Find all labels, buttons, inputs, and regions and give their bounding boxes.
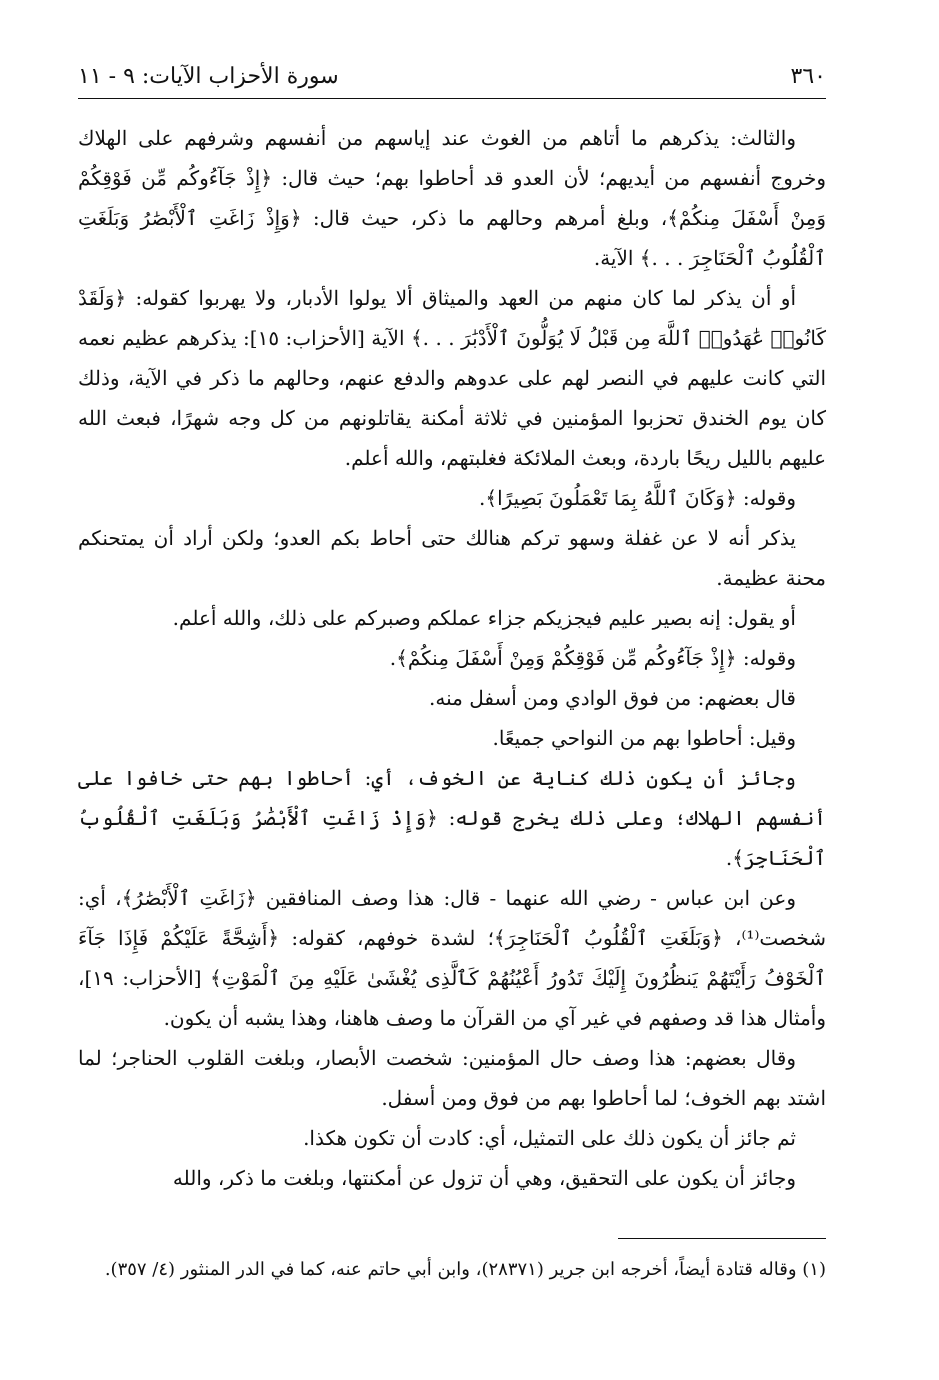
header-rule bbox=[78, 98, 826, 99]
paragraph: أو يقول: إنه بصير عليم فيجزيكم جزاء عملكم وصبركم على ذلك، والله أعلم. bbox=[172, 606, 796, 630]
page-header bbox=[78, 58, 826, 98]
paragraph: وجائز أن يكون على التحقيق، وهي أن تزول عن أمكنتها، وبلغت ما ذكر، والله bbox=[172, 1166, 796, 1190]
paragraph: وعن ابن عباس - رضي الله عنهما - قال: هذا وصف المنافقين ﴿زَاغَتِ ٱلْأَبْصَٰرُ﴾، أي: شخصت⁽¹⁾، ﴿وَبَلَغَتِ ٱلْقُلُوبُ ٱلْحَنَاجِرَ﴾؛ لشدة خوفهم، كقوله: ﴿أَشِحَّةً عَلَيْكُمْ فَإِذَا جَآءَ ٱلْخَوْفُ رَأَيْتَهُمْ يَنظُرُونَ إِلَيْكَ تَدُورُ أَعْيُنُهُمْ كَٱلَّذِى يُغْشَىٰ عَلَيْهِ مِنَ ٱلْمَوْتِ﴾ [الأحزاب: ١٩]، وأمثال هذا قد وصفهم في غير آي من القرآن ما وصف هاهنا، وهذا يشبه أن يكون. bbox=[78, 886, 826, 1030]
paragraph: والثالث: يذكرهم ما أتاهم من الغوث عند إياسهم من أنفسهم وشرفهم على الهلاك وخروج أنفسهم من أيديهم؛ لأن العدو قد أحاطوا بهم؛ حيث قال: ﴿إِذْ جَآءُوكُم مِّن فَوْقِكُمْ وَمِنْ أَسْفَلَ مِنكُمْ﴾، وبلغ أمرهم وحالهم ما ذكر، حيث قال: ﴿وَإِذْ زَاغَتِ ٱلْأَبْصَٰرُ وَبَلَغَتِ ٱلْقُلُوبُ ٱلْحَنَاجِرَ . . .﴾ الآية. bbox=[78, 126, 826, 270]
main-text bbox=[78, 118, 826, 1198]
paragraph: قال بعضهم: من فوق الوادي ومن أسفل منه. bbox=[429, 686, 796, 710]
footnote: (١) وقاله قتادة أيضاً، أخرجه ابن جرير (٢٨٣٧١)، وابن أبي حاتم عنه، كما في الدر المنثور (٤/ ٣٥٧). bbox=[104, 1259, 826, 1280]
paragraph: وجائز أن يكون ذلك كناية عن الخوف، أي: أحاطوا بهم حتى خافوا على أنفسهم الهلاك؛ وعلى ذلك يخرج قوله: ﴿وَإِذْ زَاغَتِ ٱلْأَبْصَٰرُ وَبَلَغَتِ ٱلْقُلُوبُ ٱلْحَنَاجِرَ﴾. bbox=[78, 766, 826, 870]
running-title: سورة الأحزاب الآيات: ٩ - ١١ bbox=[78, 64, 339, 89]
page-number: ٣٦٠ bbox=[790, 64, 826, 89]
paragraph: وقال بعضهم: هذا وصف حال المؤمنين: شخصت الأبصار، وبلغت القلوب الحناجر؛ لما اشتد بهم الخوف؛ لما أحاطوا بهم من فوق ومن أسفل. bbox=[78, 1046, 826, 1110]
paragraph: وقوله: ﴿إِذْ جَآءُوكُم مِّن فَوْقِكُمْ وَمِنْ أَسْفَلَ مِنكُمْ﴾. bbox=[389, 646, 796, 670]
paragraph: وقيل: أحاطوا بهم من النواحي جميعًا. bbox=[492, 726, 796, 750]
paragraph: يذكر أنه لا عن غفلة وسهو تركم هنالك حتى أحاط بكم العدو؛ ولكن أراد أن يمتحنكم محنة عظيمة. bbox=[78, 526, 826, 590]
paragraph: ثم جائز أن يكون ذلك على التمثيل، أي: كادت أن تكون هكذا. bbox=[303, 1126, 796, 1150]
paragraph: وقوله: ﴿وَكَانَ ٱللَّهُ بِمَا تَعْمَلُونَ بَصِيرًا﴾. bbox=[479, 486, 796, 510]
footnote-rule bbox=[618, 1238, 826, 1239]
paragraph: أو أن يذكر لما كان منهم من العهد والميثاق ألا يولوا الأدبار، ولا يهربوا كقوله: ﴿وَلَقَدْ كَانُوا۟ عَٰهَدُوا۟ ٱللَّهَ مِن قَبْلُ لَا يُوَلُّونَ ٱلْأَدْبَٰرَ . . .﴾ الآية [الأحزاب: ١٥]: يذكرهم عظيم نعمه التي كانت عليهم في النصر لهم على عدوهم والدفع عنهم، وحالهم ما ذكر في الآية، وذلك كان يوم الخندق تحزبوا المؤمنين في ثلاثة أمكنة يقاتلونهم من كل وجه شهرًا، فبعث الله عليهم بالليل ريحًا باردة، وبعث الملائكة فغلبتهم، والله أعلم. bbox=[78, 286, 827, 470]
